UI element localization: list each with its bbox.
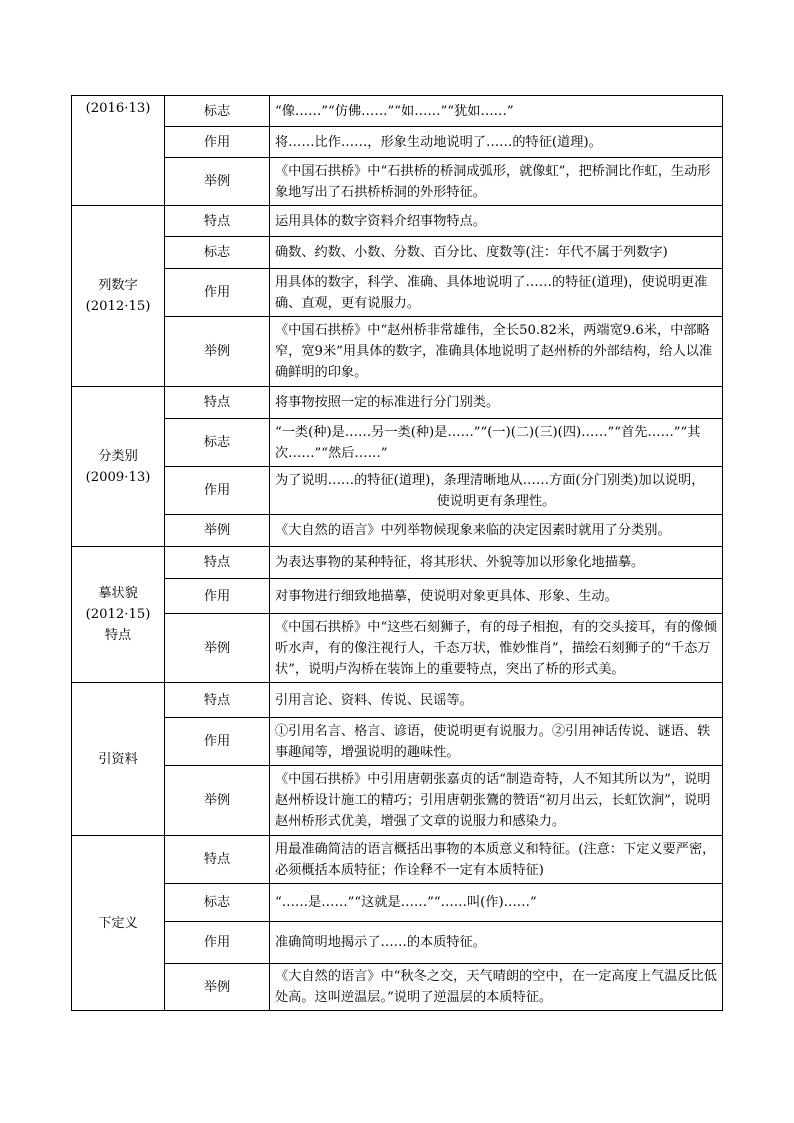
explanation-methods-table — [71, 95, 723, 1011]
row-label: 作用 — [165, 718, 270, 766]
table-row — [72, 579, 723, 614]
method-year: (2009·13) — [85, 469, 151, 485]
row-content: “像……”“仿佛……”“如……”“犹如……” — [270, 96, 723, 127]
method-name: 分类别 — [98, 448, 138, 464]
row-label: 举例 — [165, 614, 270, 683]
table-row — [72, 922, 723, 964]
row-content: ①引用名言、格言、谚语，使说明更有说服力。②引用神话传说、谜语、轶事趣闻等，增强说明的趣味性。 — [270, 718, 723, 766]
table-row — [72, 515, 723, 547]
table-row — [72, 96, 723, 127]
method-cell — [72, 683, 165, 836]
row-content — [270, 467, 723, 515]
row-label: 作用 — [165, 922, 270, 964]
method-year: (2016·13) — [85, 101, 151, 116]
method-year: (2012·15) — [85, 299, 151, 314]
row-content: 《中国石拱桥》中“石拱桥的桥洞成弧形，就像虹”，把桥洞比作虹，生动形象地写出了石拱桥桥洞的外形特征。 — [270, 158, 723, 206]
row-label: 作用 — [165, 467, 270, 515]
row-label: 举例 — [165, 158, 270, 206]
table-row — [72, 237, 723, 269]
row-label: 特点 — [165, 387, 270, 419]
row-content: 运用具体的数字资料介绍事物特点。 — [270, 206, 723, 237]
row-content: 《大自然的语言》中列举物候现象来临的决定因素时就用了分类别。 — [270, 515, 723, 547]
row-label: 标志 — [165, 237, 270, 269]
row-label: 举例 — [165, 317, 270, 387]
method-name: 下定义 — [98, 915, 138, 931]
table-row — [72, 419, 723, 467]
row-content: 为表达事物的某种特征，将其形状、外貌等加以形象化地描摹。 — [270, 547, 723, 579]
row-label: 标志 — [165, 96, 270, 127]
row-label: 特点 — [165, 836, 270, 884]
row-content: 《中国石拱桥》中引用唐朝张嘉贞的话“制造奇特，人不知其所以为”，说明赵州桥设计施工的精巧；引用唐朝张鷟的赞语“初月出云，长虹饮涧”，说明赵州桥形式优美，增强了文章的说服力和感染力。 — [270, 766, 723, 836]
row-label: 举例 — [165, 766, 270, 836]
row-label: 特点 — [165, 206, 270, 237]
table-row — [72, 127, 723, 158]
row-label: 特点 — [165, 683, 270, 718]
row-content: 《中国石拱桥》中“赵州桥非常雄伟，全长50.82米，两端宽9.6米，中部略窄，宽9米”用具体的数字，准确具体地说明了赵州桥的外部结构，给人以准确鲜明的印象。 — [270, 317, 723, 387]
table-row — [72, 467, 723, 515]
row-label: 作用 — [165, 127, 270, 158]
table-row — [72, 614, 723, 683]
table-row — [72, 766, 723, 836]
table-row — [72, 387, 723, 419]
table-row — [72, 158, 723, 206]
row-content: 将……比作……，形象生动地说明了……的特征(道理)。 — [270, 127, 723, 158]
row-content: “……是……”“这就是……”“……叫(作)……” — [270, 884, 723, 922]
table-row — [72, 317, 723, 387]
row-content: 用具体的数字，科学、准确、具体地说明了……的特征(道理)，使说明更准确、直观，更有说服力。 — [270, 269, 723, 317]
method-note: 特点 — [104, 628, 132, 643]
row-content-line: 使说明更有条理性。 — [436, 493, 556, 509]
table-row — [72, 836, 723, 884]
row-content: “一类(种)是……另一类(种)是……”“(一)(二)(三)(四)……”“首先……”“其次……”“然后……” — [270, 419, 723, 467]
table-row — [72, 884, 723, 922]
table-row — [72, 683, 723, 718]
row-label: 作用 — [165, 269, 270, 317]
row-content: 《大自然的语言》中“秋冬之交，天气晴朗的空中，在一定高度上气温反比低处高。这叫逆温层。”说明了逆温层的本质特征。 — [270, 964, 723, 1011]
row-label: 举例 — [165, 964, 270, 1011]
table-row — [72, 547, 723, 579]
row-label: 作用 — [165, 579, 270, 614]
row-label: 举例 — [165, 515, 270, 547]
row-content: 对事物进行细致地描摹，使说明对象更具体、形象、生动。 — [270, 579, 723, 614]
method-cell — [72, 547, 165, 683]
table-row — [72, 269, 723, 317]
method-year: (2012·15) — [85, 607, 151, 622]
method-name: 摹状貌 — [98, 586, 138, 601]
row-label: 标志 — [165, 884, 270, 922]
method-name: 引资料 — [98, 751, 138, 767]
row-content: 引用言论、资料、传说、民谣等。 — [270, 683, 723, 718]
row-content: 确数、约数、小数、分数、百分比、度数等(注：年代不属于列数字) — [270, 237, 723, 269]
table-row — [72, 206, 723, 237]
row-content: 将事物按照一定的标准进行分门别类。 — [270, 387, 723, 419]
row-content: 准确简明地揭示了……的本质特征。 — [270, 922, 723, 964]
method-name: 列数字 — [98, 278, 138, 293]
row-content: 用最准确简洁的语言概括出事物的本质意义和特征。(注意：下定义要严密，必须概括本质特征；作诠释不一定有本质特征) — [270, 836, 723, 884]
row-label: 标志 — [165, 419, 270, 467]
row-content-line: 为了说明……的特征(道理)，条理清晰地从……方面(分门别类)加以说明， — [275, 472, 705, 488]
method-cell — [72, 836, 165, 1011]
method-cell — [72, 96, 165, 206]
method-cell — [72, 206, 165, 387]
table-row — [72, 718, 723, 766]
method-cell — [72, 387, 165, 547]
table-row — [72, 964, 723, 1011]
row-content: 《中国石拱桥》中“这些石刻狮子，有的母子相抱，有的交头接耳，有的像倾听水声，有的像注视行人，千态万状，惟妙惟肖”，描绘石刻狮子的“千态万状”，说明卢沟桥在装饰上的重要特点，突出了桥的形式美。 — [270, 614, 723, 683]
row-label: 特点 — [165, 547, 270, 579]
